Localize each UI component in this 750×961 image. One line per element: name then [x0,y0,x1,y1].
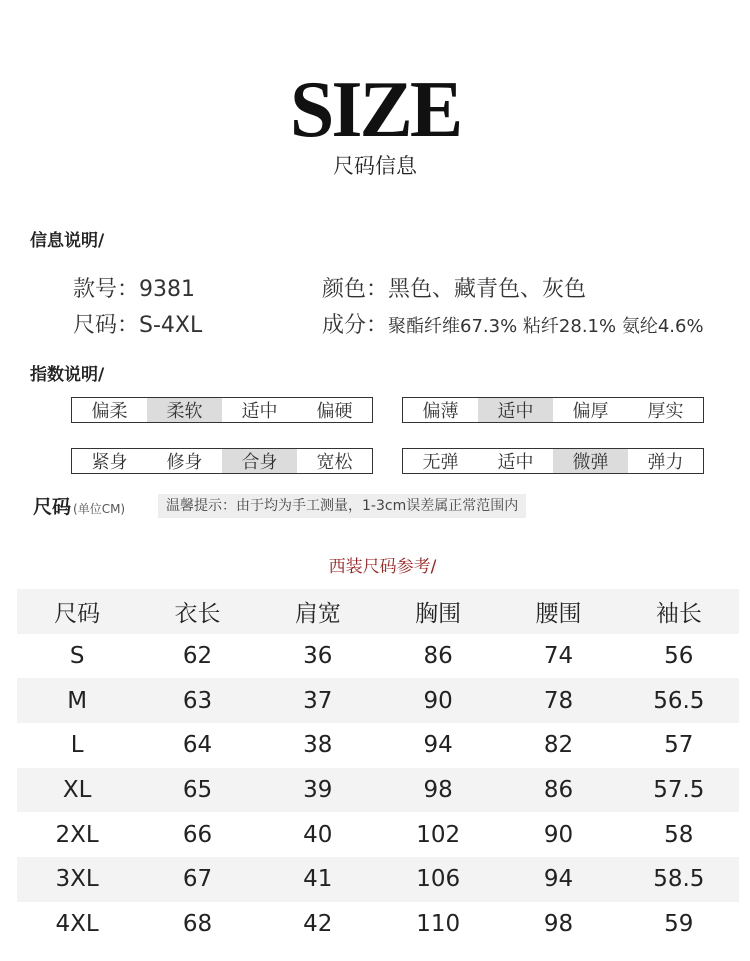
scale-option: 紧身 [91,452,128,473]
style-number [73,272,195,303]
table-cell: M [67,687,88,714]
scale-option: 适中 [497,452,534,473]
table-cell: 56 [664,643,694,670]
scale-option: 适中 [241,401,278,422]
scale-option: 偏厚 [572,401,609,422]
table-row [17,678,739,723]
table-cell: 94 [423,732,453,759]
table-cell: 110 [416,911,461,938]
table-row [17,812,739,857]
table-header-row [17,589,739,634]
table-cell: 78 [543,687,574,714]
fit-scale [71,448,373,474]
index-heading: 指数说明/ [30,365,105,385]
table-cell: L [70,732,84,759]
thickness-scale [402,397,704,423]
size-note-label: 尺码 [33,496,72,518]
table-cell: 66 [182,821,213,848]
table-cell: 90 [423,687,453,714]
size-chart-title: 西装尺码参考/ [328,557,437,577]
size-note-unit: (单位CM) [73,502,126,516]
scale-option: 适中 [478,398,553,422]
scale-option: 偏柔 [91,401,128,422]
table-cell: 67 [182,866,213,893]
table-cell: 57 [664,732,694,759]
info-heading: 信息说明/ [30,231,105,251]
table-cell: 59 [664,911,694,938]
colors [322,272,586,303]
table-row [17,768,739,813]
table-cell: 90 [543,821,574,848]
table-cell: S [69,643,85,670]
column-header: 袖长 [655,600,702,627]
scale-option: 修身 [166,452,203,473]
table-cell: 98 [543,911,574,938]
scale-option: 偏薄 [422,401,459,422]
table-cell: 2XL [55,821,99,848]
table-cell: 3XL [55,866,99,893]
table-cell: 39 [303,777,333,804]
table-cell: XL [62,777,92,804]
table-row [17,902,739,947]
style-number-label: 款号： [73,277,140,302]
material-label: 成分： [322,313,389,338]
scale-option: 偏硬 [316,401,353,422]
scale-option: 厚实 [647,401,684,422]
table-cell: 68 [182,911,213,938]
column-header: 衣长 [174,600,221,627]
elasticity-scale [402,448,704,474]
table-cell: 36 [303,643,333,670]
table-cell: 41 [303,866,333,893]
column-header: 肩宽 [294,600,341,627]
table-cell: 102 [416,821,461,848]
table-cell: 74 [543,643,574,670]
page-title: SIZE [289,66,461,154]
table-cell: 64 [182,732,213,759]
column-header: 胸围 [415,600,462,627]
scale-option: 弹力 [647,452,684,473]
table-cell: 37 [303,687,333,714]
scale-option: 宽松 [316,452,353,473]
table-cell: 38 [303,732,333,759]
table-cell: 62 [182,643,213,670]
material [322,308,704,339]
table-cell: 58 [664,821,694,848]
page-subtitle: 尺码信息 [333,154,417,178]
colors-label: 颜色： [322,277,389,302]
measurement-hint: 温馨提示：由于均为手工测量，1-3cm误差属正常范围内 [158,494,526,518]
scale-option: 微弹 [553,449,628,473]
table-row [17,723,739,768]
style-number-value: 9381 [139,277,196,302]
colors-value: 黑色、藏青色、灰色 [388,277,587,302]
table-cell: 40 [303,821,333,848]
table-cell: 106 [416,866,461,893]
table-cell: 56.5 [653,687,705,714]
scale-option: 柔软 [147,398,222,422]
size-range-value: S-4XL [139,313,203,338]
table-row [17,634,739,679]
table-cell: 86 [543,777,574,804]
size-chart-table [17,589,739,947]
table-cell: 82 [543,732,574,759]
table-cell: 4XL [55,911,99,938]
table-cell: 42 [303,911,333,938]
column-header: 尺码 [54,600,101,627]
size-range-label: 尺码： [73,313,140,338]
table-cell: 63 [182,687,213,714]
softness-scale [71,397,373,423]
table-cell: 86 [423,643,453,670]
table-cell: 57.5 [653,777,705,804]
table-cell: 94 [543,866,574,893]
table-cell: 58.5 [653,866,705,893]
size-range [73,308,202,339]
scale-option: 无弹 [422,452,459,473]
table-cell: 65 [182,777,213,804]
material-value: 聚酯纤维67.3% 粘纤28.1% 氨纶4.6% [388,316,704,337]
column-header: 腰围 [535,600,582,627]
size-note-heading [33,492,125,519]
table-cell: 98 [423,777,453,804]
scale-option: 合身 [222,449,297,473]
table-row [17,857,739,902]
